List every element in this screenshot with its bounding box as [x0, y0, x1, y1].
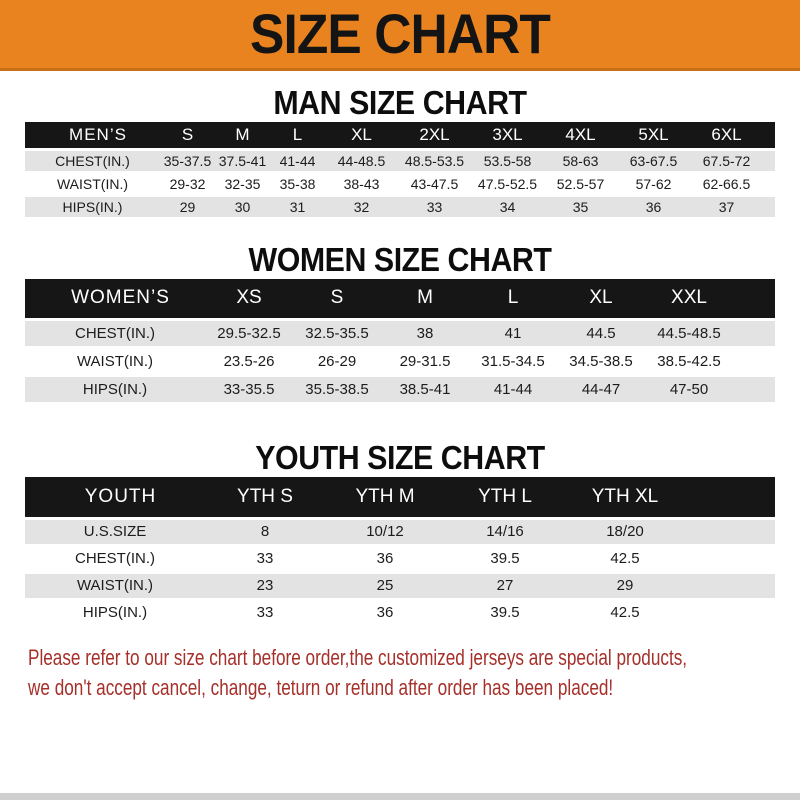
- size-cell: 47.5-52.5: [471, 172, 544, 195]
- size-cell: 33-35.5: [205, 376, 293, 404]
- mens-size-table: [25, 122, 775, 220]
- size-cell: 52.5-57: [544, 172, 617, 195]
- col-header: M: [381, 279, 469, 320]
- size-cell: 34: [471, 195, 544, 218]
- youth-section-heading: YOUTH SIZE CHART: [255, 439, 545, 476]
- filler-cell: [733, 279, 775, 320]
- filler-cell: [763, 149, 775, 172]
- bottom-strip: [0, 793, 800, 800]
- size-cell: 31.5-34.5: [469, 348, 557, 376]
- womens-size-table: [25, 279, 775, 406]
- row-label: HIPS(IN.): [25, 599, 205, 626]
- size-cell: 36: [325, 545, 445, 572]
- row-label: CHEST(IN.): [25, 320, 205, 348]
- size-cell: 32-35: [215, 172, 270, 195]
- size-cell: 53.5-58: [471, 149, 544, 172]
- table-row: [25, 320, 775, 348]
- size-cell: 27: [445, 572, 565, 599]
- row-label: HIPS(IN.): [25, 376, 205, 404]
- size-cell: 29.5-32.5: [205, 320, 293, 348]
- size-cell: 29: [565, 572, 685, 599]
- size-cell: 36: [325, 599, 445, 626]
- col-header: 5XL: [617, 122, 690, 149]
- size-cell: 35-37.5: [160, 149, 215, 172]
- col-header: 3XL: [471, 122, 544, 149]
- row-label: WAIST(IN.): [25, 348, 205, 376]
- table-row: [25, 518, 775, 545]
- size-cell: 35-38: [270, 172, 325, 195]
- size-cell: 33: [398, 195, 471, 218]
- row-label: CHEST(IN.): [25, 149, 160, 172]
- man-section-heading: MAN SIZE CHART: [273, 84, 527, 121]
- size-chart-banner: [0, 0, 800, 71]
- table-row: [25, 149, 775, 172]
- size-cell: 67.5-72: [690, 149, 763, 172]
- col-header: 2XL: [398, 122, 471, 149]
- col-header: YTH L: [445, 477, 565, 518]
- col-header: XL: [557, 279, 645, 320]
- size-cell: 35: [544, 195, 617, 218]
- table-row: [25, 376, 775, 404]
- size-cell: 32: [325, 195, 398, 218]
- banner-title: SIZE CHART: [250, 2, 550, 65]
- size-cell: 38-43: [325, 172, 398, 195]
- row-label: WAIST(IN.): [25, 172, 160, 195]
- size-cell: 44-47: [557, 376, 645, 404]
- filler-cell: [685, 545, 775, 572]
- col-header: L: [469, 279, 557, 320]
- col-header: 6XL: [690, 122, 763, 149]
- youth-corner-label: YOUTH: [25, 477, 205, 518]
- size-cell: 42.5: [565, 599, 685, 626]
- size-cell: 57-62: [617, 172, 690, 195]
- footer-note: [28, 643, 688, 703]
- youth-header-row: [25, 477, 775, 518]
- filler-cell: [733, 376, 775, 404]
- size-cell: 36: [617, 195, 690, 218]
- size-cell: 10/12: [325, 518, 445, 545]
- size-cell: 34.5-38.5: [557, 348, 645, 376]
- size-cell: 23.5-26: [205, 348, 293, 376]
- col-header: YTH S: [205, 477, 325, 518]
- size-cell: 32.5-35.5: [293, 320, 381, 348]
- filler-cell: [685, 477, 775, 518]
- filler-cell: [685, 599, 775, 626]
- size-cell: 44.5: [557, 320, 645, 348]
- size-cell: 23: [205, 572, 325, 599]
- filler-cell: [763, 122, 775, 149]
- col-header: XXL: [645, 279, 733, 320]
- size-cell: 47-50: [645, 376, 733, 404]
- col-header: S: [160, 122, 215, 149]
- size-cell: 41-44: [270, 149, 325, 172]
- row-label: U.S.SIZE: [25, 518, 205, 545]
- filler-cell: [733, 348, 775, 376]
- size-cell: 63-67.5: [617, 149, 690, 172]
- col-header: L: [270, 122, 325, 149]
- table-row: [25, 599, 775, 626]
- col-header: YTH XL: [565, 477, 685, 518]
- size-cell: 58-63: [544, 149, 617, 172]
- size-cell: 33: [205, 599, 325, 626]
- size-cell: 39.5: [445, 545, 565, 572]
- filler-cell: [763, 195, 775, 218]
- size-cell: 31: [270, 195, 325, 218]
- size-cell: 8: [205, 518, 325, 545]
- size-cell: 29-31.5: [381, 348, 469, 376]
- size-cell: 14/16: [445, 518, 565, 545]
- size-cell: 62-66.5: [690, 172, 763, 195]
- col-header: XL: [325, 122, 398, 149]
- womens-header-row: [25, 279, 775, 320]
- size-cell: 41-44: [469, 376, 557, 404]
- col-header: S: [293, 279, 381, 320]
- col-header: M: [215, 122, 270, 149]
- col-header: XS: [205, 279, 293, 320]
- women-section-heading: WOMEN SIZE CHART: [248, 240, 552, 278]
- filler-cell: [763, 172, 775, 195]
- size-cell: 39.5: [445, 599, 565, 626]
- size-cell: 37.5-41: [215, 149, 270, 172]
- filler-cell: [685, 572, 775, 599]
- mens-corner-label: MEN’S: [25, 122, 160, 149]
- col-header: 4XL: [544, 122, 617, 149]
- mens-header-row: [25, 122, 775, 149]
- row-label: WAIST(IN.): [25, 572, 205, 599]
- size-cell: 38.5-41: [381, 376, 469, 404]
- size-cell: 38: [381, 320, 469, 348]
- size-cell: 37: [690, 195, 763, 218]
- footer-line-1: Please refer to our size chart before order,the customized jerseys are special products,: [28, 644, 688, 670]
- table-row: [25, 348, 775, 376]
- size-cell: 42.5: [565, 545, 685, 572]
- table-row: [25, 545, 775, 572]
- size-cell: 33: [205, 545, 325, 572]
- size-cell: 35.5-38.5: [293, 376, 381, 404]
- table-row: [25, 172, 775, 195]
- table-row: [25, 572, 775, 599]
- size-cell: 41: [469, 320, 557, 348]
- table-row: [25, 195, 775, 218]
- col-header: YTH M: [325, 477, 445, 518]
- size-cell: 25: [325, 572, 445, 599]
- size-cell: 44-48.5: [325, 149, 398, 172]
- youth-size-table: [25, 477, 775, 628]
- footer-line-2: we don't accept cancel, change, teturn or refund after order has been placed!: [28, 674, 614, 700]
- size-cell: 44.5-48.5: [645, 320, 733, 348]
- row-label: CHEST(IN.): [25, 545, 205, 572]
- size-cell: 38.5-42.5: [645, 348, 733, 376]
- row-label: HIPS(IN.): [25, 195, 160, 218]
- size-cell: 48.5-53.5: [398, 149, 471, 172]
- filler-cell: [733, 320, 775, 348]
- size-cell: 26-29: [293, 348, 381, 376]
- size-cell: 30: [215, 195, 270, 218]
- size-cell: 18/20: [565, 518, 685, 545]
- filler-cell: [685, 518, 775, 545]
- size-cell: 43-47.5: [398, 172, 471, 195]
- size-cell: 29: [160, 195, 215, 218]
- womens-corner-label: WOMEN’S: [25, 279, 205, 320]
- size-cell: 29-32: [160, 172, 215, 195]
